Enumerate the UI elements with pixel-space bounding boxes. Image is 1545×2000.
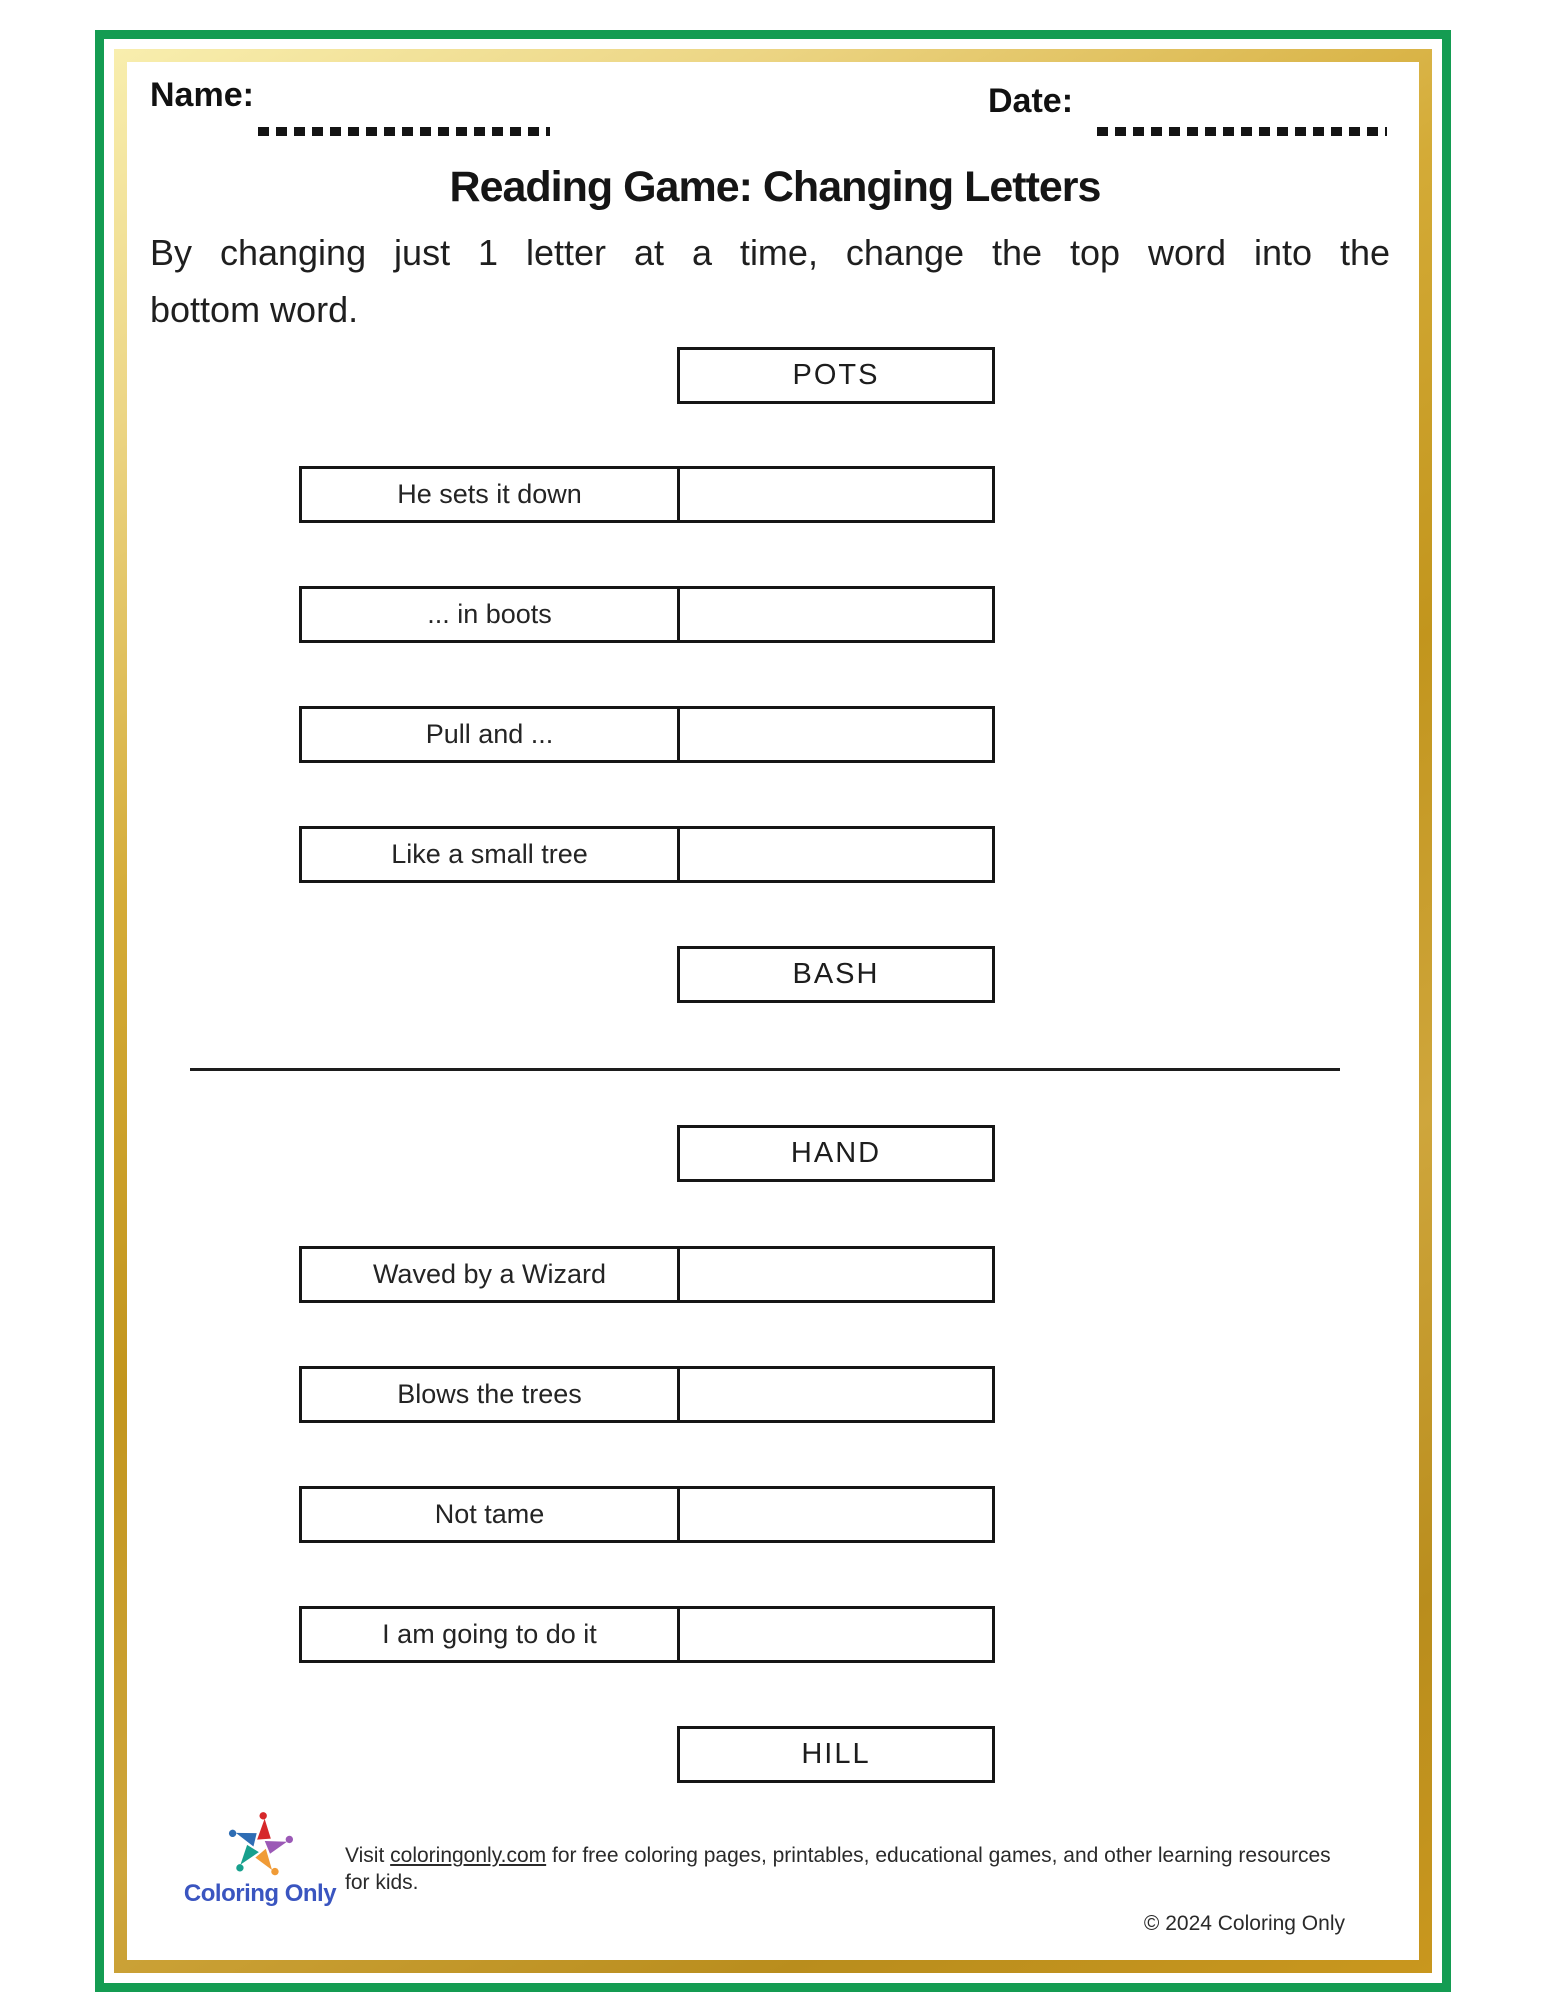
puzzle2-row-4 [299, 1606, 995, 1663]
puzzle2-start-word-box [677, 1125, 995, 1182]
puzzle1-row-3 [299, 706, 995, 763]
coloring-only-logo-icon [214, 1812, 306, 1876]
answer-cell[interactable] [677, 1246, 995, 1303]
puzzle1-end-word-box [677, 946, 995, 1003]
page-title: Reading Game: Changing Letters [449, 163, 1101, 211]
section-divider [190, 1068, 1340, 1071]
clue-text: ... in boots [427, 599, 552, 629]
puzzle2-row-2 [299, 1366, 995, 1423]
answer-cell[interactable] [677, 1606, 995, 1663]
clue-text: I am going to do it [382, 1619, 597, 1649]
coloringonly-link[interactable]: coloringonly.com [390, 1844, 547, 1867]
clue-cell [299, 1606, 680, 1663]
puzzle2-row-3 [299, 1486, 995, 1543]
answer-cell[interactable] [677, 466, 995, 523]
answer-cell[interactable] [677, 706, 995, 763]
clue-text: He sets it down [397, 479, 582, 509]
date-write-line[interactable] [1097, 127, 1387, 136]
instructions-line2: bottom word. [150, 289, 359, 330]
logo-wordmark: Coloring Only [183, 1880, 337, 1907]
answer-cell[interactable] [677, 1486, 995, 1543]
inner-gold-border [114, 49, 1432, 1973]
clue-cell [299, 466, 680, 523]
clue-text: Blows the trees [397, 1379, 582, 1409]
puzzle1-end-word: BASH [792, 958, 880, 990]
footer-visit-suffix: for free coloring pages, printables, educational games, and other learning resources for kids. [345, 1844, 1331, 1894]
clue-cell [299, 706, 680, 763]
answer-cell[interactable] [677, 586, 995, 643]
footer-visit-line [345, 1842, 1345, 1896]
name-label: Name: [150, 76, 254, 114]
coloring-only-logo [180, 1812, 340, 1908]
puzzle1-row-1 [299, 466, 995, 523]
clue-cell [299, 1486, 680, 1543]
clue-cell [299, 826, 680, 883]
clue-text: Like a small tree [391, 839, 588, 869]
copyright-text: © 2024 Coloring Only [1143, 1912, 1345, 1935]
puzzle1-row-2 [299, 586, 995, 643]
clue-cell [299, 1366, 680, 1423]
clue-text: Not tame [434, 1499, 545, 1529]
answer-cell[interactable] [677, 826, 995, 883]
puzzle2-end-word: HILL [801, 1738, 871, 1770]
puzzle1-start-word-box [677, 347, 995, 404]
puzzle2-start-word: HAND [790, 1137, 882, 1169]
clue-text: Pull and ... [425, 719, 554, 749]
footer-visit-prefix: Visit [345, 1844, 391, 1867]
puzzle1-row-4 [299, 826, 995, 883]
date-label: Date: [988, 82, 1074, 120]
logo-figure-blue [228, 1822, 261, 1854]
clue-cell [299, 1246, 680, 1303]
instructions-line1: By changing just 1 letter at a time, change the top word into the [150, 232, 1390, 273]
footer-text [345, 1842, 1345, 1937]
clue-cell [299, 586, 680, 643]
clue-text: Waved by a Wizard [372, 1259, 607, 1289]
puzzle1-start-word: POTS [792, 359, 880, 391]
instructions [150, 228, 1390, 335]
puzzle2-end-word-box [677, 1726, 995, 1783]
puzzle2-row-1 [299, 1246, 995, 1303]
name-write-line[interactable] [258, 127, 550, 136]
answer-cell[interactable] [677, 1366, 995, 1423]
